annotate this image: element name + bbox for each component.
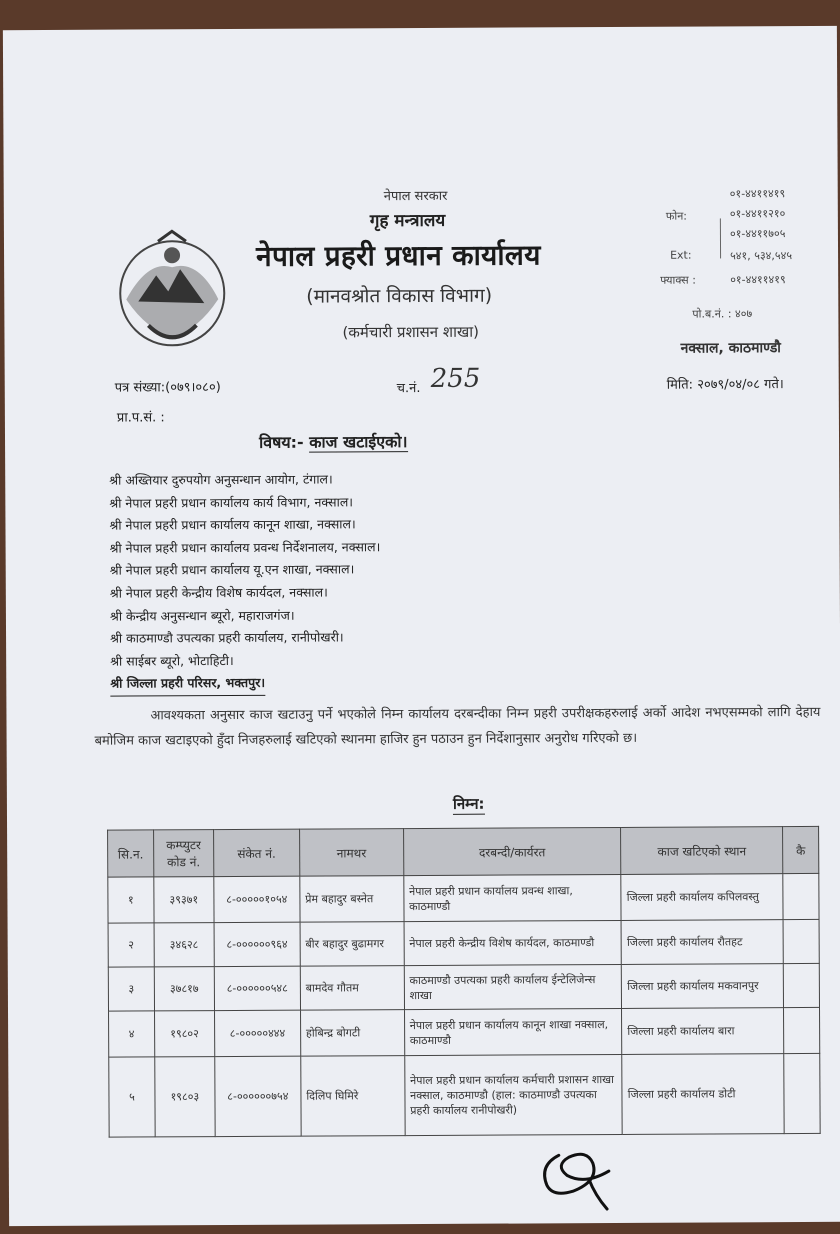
assignment-table: [107, 826, 821, 1138]
phone-2: ०१-४४११२१०: [729, 207, 786, 221]
phone-bracket: [720, 218, 727, 258]
nepal-emblem-icon: [108, 229, 237, 358]
cell-remarks: [783, 873, 819, 919]
table-row: [108, 873, 819, 923]
cell-deputation-place: जिल्ला प्रहरी कार्यालय रौतहट: [621, 920, 783, 965]
recipient-item: श्री नेपाल प्रहरी प्रधान कार्यालय कार्य विभाग, नक्साल।: [109, 493, 354, 511]
cell-posting: काठमाण्डौ उपत्यका प्रहरी कार्यालय ईन्टेलिजेन्स शाखा: [404, 964, 622, 1009]
subject-label: विषय:-: [258, 432, 304, 452]
header-branch: (कर्मचारी प्रशासन शाखा): [342, 322, 480, 342]
fax-label: फ्याक्स :: [660, 273, 696, 287]
recipient-item: श्री केन्द्रीय अनुसन्धान ब्यूरो, महाराजगंज।: [109, 607, 295, 624]
recipient-item: श्री नेपाल प्रहरी केन्द्रीय विशेष कार्यदल, नक्साल।: [109, 584, 328, 601]
recipient-item: श्री साईबर ब्यूरो, भोटाहिटी।: [110, 652, 234, 669]
cell-remarks: [783, 919, 819, 963]
address: नक्साल, काठमाण्डौ: [680, 340, 781, 357]
cell-name: होबिन्द्र बोगटी: [300, 1010, 404, 1057]
recipient-item: श्री अख्तियार दुरुपयोग अनुसन्धान आयोग, टंगाल।: [109, 471, 333, 488]
patra-sankhya: पत्र संख्या:(०७९।०८०): [114, 380, 221, 396]
col-header-deputation-place: काज खटिएको स्थान: [621, 827, 783, 875]
cell-name: बामदेव गौतम: [300, 966, 404, 1011]
recipient-item: श्री नेपाल प्रहरी प्रधान कार्यालय कानून शाखा, नक्साल।: [109, 516, 356, 533]
cell-deputation-place: जिल्ला प्रहरी कार्यालय मकवानपुर: [622, 964, 784, 1009]
letter-date: मिति: २०७९/०४/०८ गते।: [666, 377, 784, 393]
phone-label: फोन:: [665, 209, 688, 223]
cell-serial: ३: [108, 967, 154, 1011]
cell-serial: ५: [109, 1057, 155, 1137]
cell-posting: नेपाल प्रहरी केन्द्रीय विशेष कार्यदल, काठमाण्डौ: [404, 920, 622, 965]
header-gov: नेपाल सरकार: [383, 188, 448, 205]
table-title: निम्न:: [452, 794, 485, 813]
chalani-label: च.नं.: [396, 381, 421, 397]
recipient-item: श्री जिल्ला प्रहरी परिसर, भक्तपुर।: [110, 672, 265, 696]
cell-remarks: [784, 1053, 820, 1133]
table-row: [109, 1007, 820, 1057]
cell-posting: नेपाल प्रहरी प्रधान कार्यालय कानून शाखा नक्साल, काठमाण्डौ: [404, 1008, 622, 1055]
cell-deputation-place: जिल्ला प्रहरी कार्यालय डोटी: [622, 1054, 784, 1135]
col-header-posting: दरबन्दी/कार्यरत: [403, 827, 621, 875]
ext-value: ५४१, ५३४,५४५: [730, 249, 793, 263]
cell-symbol-no: ८-००००००५४८: [214, 966, 300, 1010]
cell-deputation-place: जिल्ला प्रहरी कार्यालय कपिलवस्तु: [621, 874, 783, 921]
header-ministry: गृह मन्त्रालय: [369, 210, 446, 232]
cell-name: दिलिप घिमिरे: [301, 1056, 405, 1137]
table-row: [109, 1053, 820, 1137]
cell-computer-code: ३७८१७: [154, 967, 214, 1011]
cell-symbol-no: ८-०००००४४४: [214, 1010, 300, 1056]
cell-computer-code: ३४६२८: [154, 923, 214, 967]
cell-computer-code: ३९३७१: [154, 877, 214, 923]
cell-computer-code: १९८०२: [154, 1011, 214, 1057]
recipient-item: श्री नेपाल प्रहरी प्रधान कार्यालय यू.एन शाखा, नक्साल।: [109, 561, 355, 579]
cell-serial: १: [108, 877, 154, 923]
cell-posting: नेपाल प्रहरी प्रधान कार्यालय प्रवन्ध शाखा, काठमाण्डौ: [403, 874, 621, 921]
col-header-serial: सि.न.: [108, 830, 154, 877]
recipient-item: श्री काठमाण्डौ उपत्यका प्रहरी कार्यालय, रानीपोखरी।: [110, 629, 344, 646]
cell-name: प्रेम बहादुर बस्नेत: [300, 876, 404, 923]
subject-line: [259, 430, 408, 453]
header-department: (मानवश्रोत विकास विभाग): [306, 284, 493, 308]
table-header-row: [108, 826, 819, 877]
cell-remarks: [783, 963, 819, 1007]
ext-label: Ext:: [670, 248, 692, 262]
col-header-symbol-no: संकेत नं.: [213, 829, 299, 876]
cell-serial: २: [108, 923, 154, 967]
col-header-remarks: कै: [783, 826, 819, 873]
cell-computer-code: १९८०३: [155, 1057, 215, 1137]
cell-posting: नेपाल प्रहरी प्रधान कार्यालय कर्मचारी प्रशासन शाखा नक्साल, काठमाण्डौ (हाल: काठमाण्डौ उपत्यका प्रहरी कार्यालय रानीपोखरी): [404, 1054, 622, 1135]
col-header-computer-code: कम्प्युटर कोड नं.: [154, 830, 214, 877]
cell-remarks: [784, 1007, 820, 1053]
table-row: [108, 963, 819, 1011]
recipient-list: [109, 468, 490, 697]
recipient-item: श्री नेपाल प्रहरी प्रधान कार्यालय प्रवन्ध निर्देशनालय, नक्साल।: [109, 539, 381, 556]
body-paragraph: आवश्यकता अनुसार काज खटाउनु पर्ने भएकोले निम्न कार्यालय दरबन्दीका निम्न प्रहरी उपरीक्षकहरुलाई अर्को आदेश नभएसम्मको लागि देहाय बमोजिम काज खटाइएको हुँदा निजहरुलाई खटिएको स्थानमा हाजिर हुन पठाउन हुन निर्देशानुसार अनुरोध गरिएको छ।: [94, 704, 821, 749]
header-office: नेपाल प्रहरी प्रधान कार्यालय: [255, 238, 541, 273]
pobox: पो.ब.नं. : ४०७: [692, 307, 753, 321]
subject-text: काज खटाईएको।: [309, 432, 408, 452]
chalani-number: 255: [430, 363, 481, 394]
fax-value: ०१-४४११४१९: [730, 273, 786, 287]
signature-icon: [529, 1135, 639, 1216]
col-header-name: नामथर: [299, 829, 403, 877]
document-page: [3, 26, 840, 1226]
cell-name: बीर बहादुर बुढामगर: [300, 922, 404, 967]
cell-serial: ४: [109, 1011, 155, 1057]
cell-symbol-no: ८-००००००७५४: [215, 1056, 301, 1136]
phone-1: ०१-४४११४१९: [729, 187, 786, 201]
phone-3: ०१-४४११७०५: [729, 227, 786, 241]
pra-pa-sa: प्रा.प.सं. :: [116, 410, 165, 426]
table-row: [108, 919, 819, 967]
cell-symbol-no: ८-०००००१०५४: [214, 876, 300, 922]
cell-deputation-place: जिल्ला प्रहरी कार्यालय बारा: [622, 1008, 784, 1055]
cell-symbol-no: ८-००००००९६४: [214, 922, 300, 966]
